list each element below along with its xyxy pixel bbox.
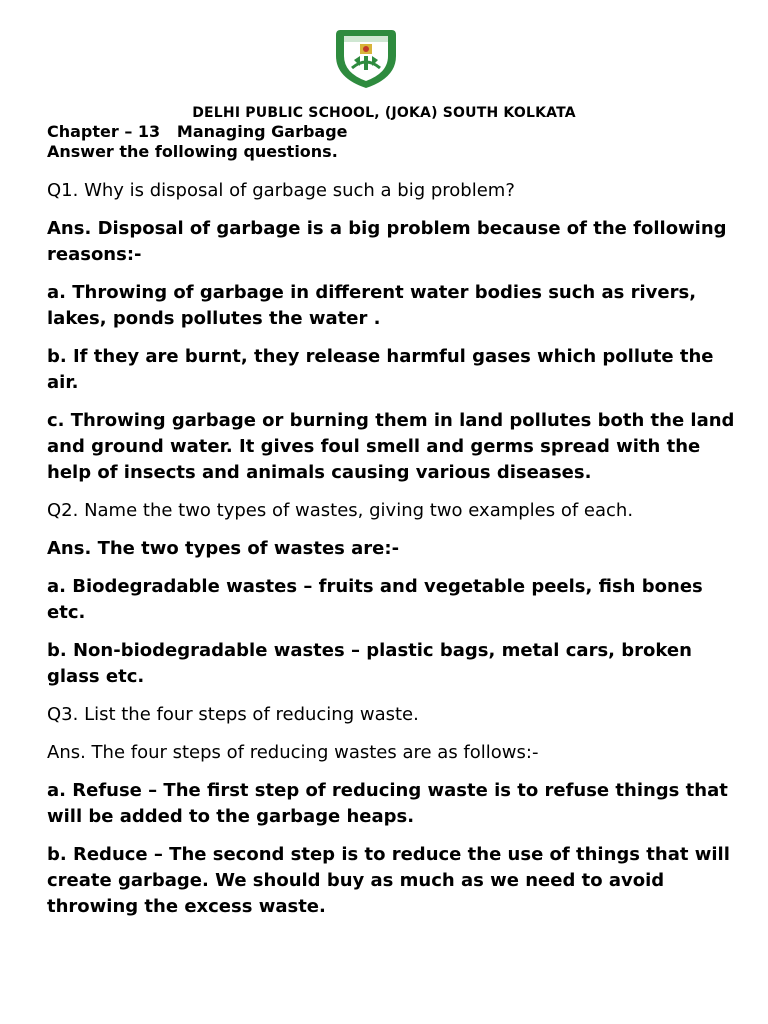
school-name: DELHI PUBLIC SCHOOL, (JOKA) SOUTH KOLKATA — [192, 105, 576, 121]
answer-1-point-b: b. If they are burnt, they release harmful gases which pollute the air. — [47, 346, 714, 393]
answer-3-point-a: a. Refuse – The first step of reducing waste is to refuse things that will be added to the garbage heaps. — [47, 780, 728, 827]
answer-2-point-a: a. Biodegradable wastes – fruits and vegetable peels, fish bones etc. — [47, 576, 703, 623]
answer-1-point-a: a. Throwing of garbage in different water bodies such as rivers, lakes, ponds pollutes the water . — [47, 282, 697, 329]
answer-2-point-b: b. Non-biodegradable wastes – plastic bags, metal cars, broken glass etc. — [47, 640, 692, 687]
question-1: Q1. Why is disposal of garbage such a big problem? — [47, 180, 515, 201]
answer-3-point-b: b. Reduce – The second step is to reduce the use of things that will create garbage. We should buy as much as we need to avoid throwing the excess waste. — [47, 844, 730, 917]
answer-1-intro: Ans. Disposal of garbage is a big problem because of the following reasons:- — [47, 218, 727, 265]
question-2: Q2. Name the two types of wastes, giving two examples of each. — [47, 500, 634, 521]
answer-1-point-c: c. Throwing garbage or burning them in land pollutes both the land and ground water. It gives foul smell and germs spread with the help of insects and animals causing various diseases. — [47, 410, 735, 483]
answer-3-intro: Ans. The four steps of reducing wastes are as follows:- — [47, 742, 539, 763]
chapter-title: Chapter – 13 Managing Garbage — [47, 122, 348, 141]
instruction-text: Answer the following questions. — [47, 142, 338, 161]
dps-school-crest-icon — [330, 26, 402, 90]
question-3: Q3. List the four steps of reducing waste. — [47, 704, 419, 725]
answer-2-intro: Ans. The two types of wastes are:- — [47, 538, 400, 559]
worksheet-content — [47, 122, 737, 920]
